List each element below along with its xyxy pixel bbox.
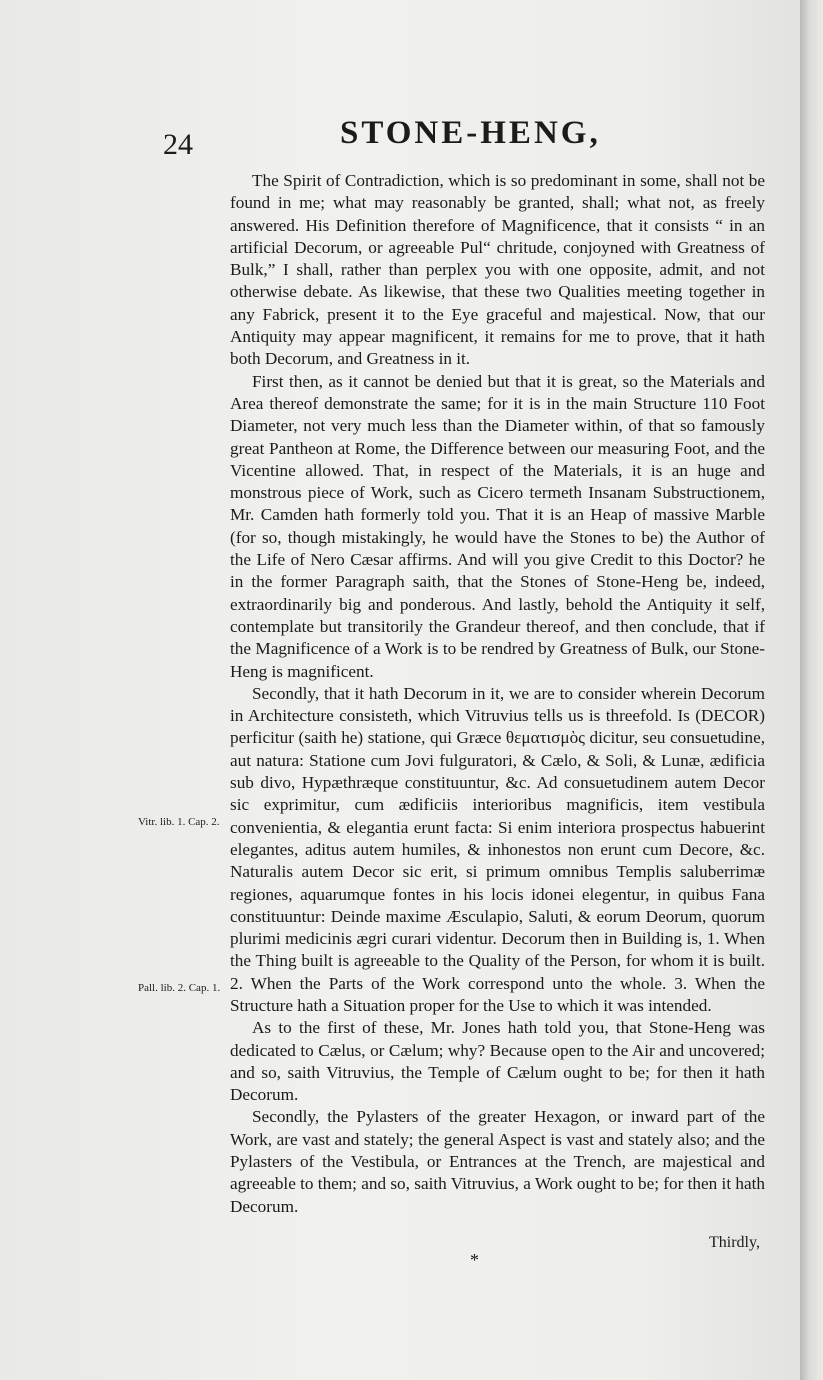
paragraph: Secondly, that it hath Decorum in it, we are to consider wherein Decorum in Architecture consisteth, which Vitruvius tells us is threefold. Is (DECOR) perficitur (saith he) statione, qui Græce θεματισμὸς dicitur, seu consuetudine, aut natura: Statione cum Jovi fulguratori, & Cælo, & Soli, & Lunæ, ædificia sub divo, Hypæthræque constituuntur, &c. Ad consuetudinem autem Decor sic exprimitur, cum ædificiis interioribus magnificis, item vestibula convenientia, & elegantia erunt facta: Si enim interiora prospectus habuerint elegantes, aditus autem humiles, & inhonestos non erunt cum Decore, &c. Naturalis autem Decor sic erit, si primum omnibus Templis saluberrimæ regiones, aquarumque fontes in his locis idonei elegentur, in quibus Fana constituuntur: Deinde maxime Æsculapio, Saluti, & eorum Deorum, quorum plurimi medicinis ægri curari videntur. Decorum then in Building is, 1. When the Thing built is agreeable to the Quality of the Person, for whom it is built. 2. When the Parts of the Work correspond unto the whole. 3. When the Structure hath a Situation proper for the Use to which it was intended. — [230, 683, 765, 1015]
paragraph: The Spirit of Contradiction, which is so predominant in some, shall not be found in me; what may reasonably be granted, shall; what not, as freely answered. His Definition therefore of Magnificence, that it consists “ in an artificial Decorum, or agreeable Pul“ chritude, conjoyned with Greatness of Bulk,” I shall, rather than perplex you with one opposite, admit, and not otherwise debate. As likewise, that these two Qualities meeting together in any Fabrick, present it to the Eye graceful and majestical. Now, that our Antiquity may appear magnificent, it remains for me to prove, that it hath both Decorum, and Greatness in it. — [230, 171, 765, 369]
paragraph: Secondly, the Pylasters of the greater Hexagon, or inward part of the Work, are vast and stately; the general Aspect is vast and stately also; and the Pylasters of the Vestibula, or Entrances at the Trench, are majestical and agreeable to them; and so, saith Vitruvius, a Work ought to be; for then it hath Decorum. — [230, 1107, 765, 1216]
body-text — [230, 170, 765, 1218]
margin-note: Vitr. lib. 1. Cap. 2. — [138, 816, 220, 828]
page-edge — [800, 0, 823, 1380]
signature-mark: * — [470, 1250, 479, 1270]
page-number: 24 — [163, 128, 193, 161]
catchword: Thirdly, — [709, 1234, 760, 1251]
margin-note: Pall. lib. 2. Cap. 1. — [138, 982, 221, 994]
paragraph: As to the first of these, Mr. Jones hath told you, that Stone-Heng was dedicated to Cælus, or Cælum; why? Because open to the Air and uncovered; and so, saith Vitruvius, the Temple of Cælum ought to be; for then it hath Decorum. — [230, 1018, 765, 1105]
paragraph: First then, as it cannot be denied but that it is great, so the Materials and Area thereof demonstrate the same; for it is in the main Structure 110 Foot Diameter, not very much less than the Diameter within, of that so famously great Pantheon at Rome, the Difference between our measuring Foot, and the Vicentine allowed. That, in respect of the Materials, it is an huge and monstrous piece of Work, such as Cicero termeth Insanam Substructionem, Mr. Camden hath formerly told you. That it is an Heap of massive Marble (for so, though mistakingly, he would have the Stones to be) the Author of the Life of Nero Cæsar affirms. And will you give Credit to this Doctor? he in the former Paragraph saith, that the Stones of Stone-Heng be, indeed, extraordinarily big and ponderous. And lastly, behold the Antiquity it self, contemplate but transitorily the Grandeur thereof, and then conclude, that if the Magnificence of a Work is to be rendred by Greatness of Bulk, our Stone-Heng is magnificent. — [230, 371, 765, 681]
running-head: STONE-HENG, — [340, 115, 601, 151]
